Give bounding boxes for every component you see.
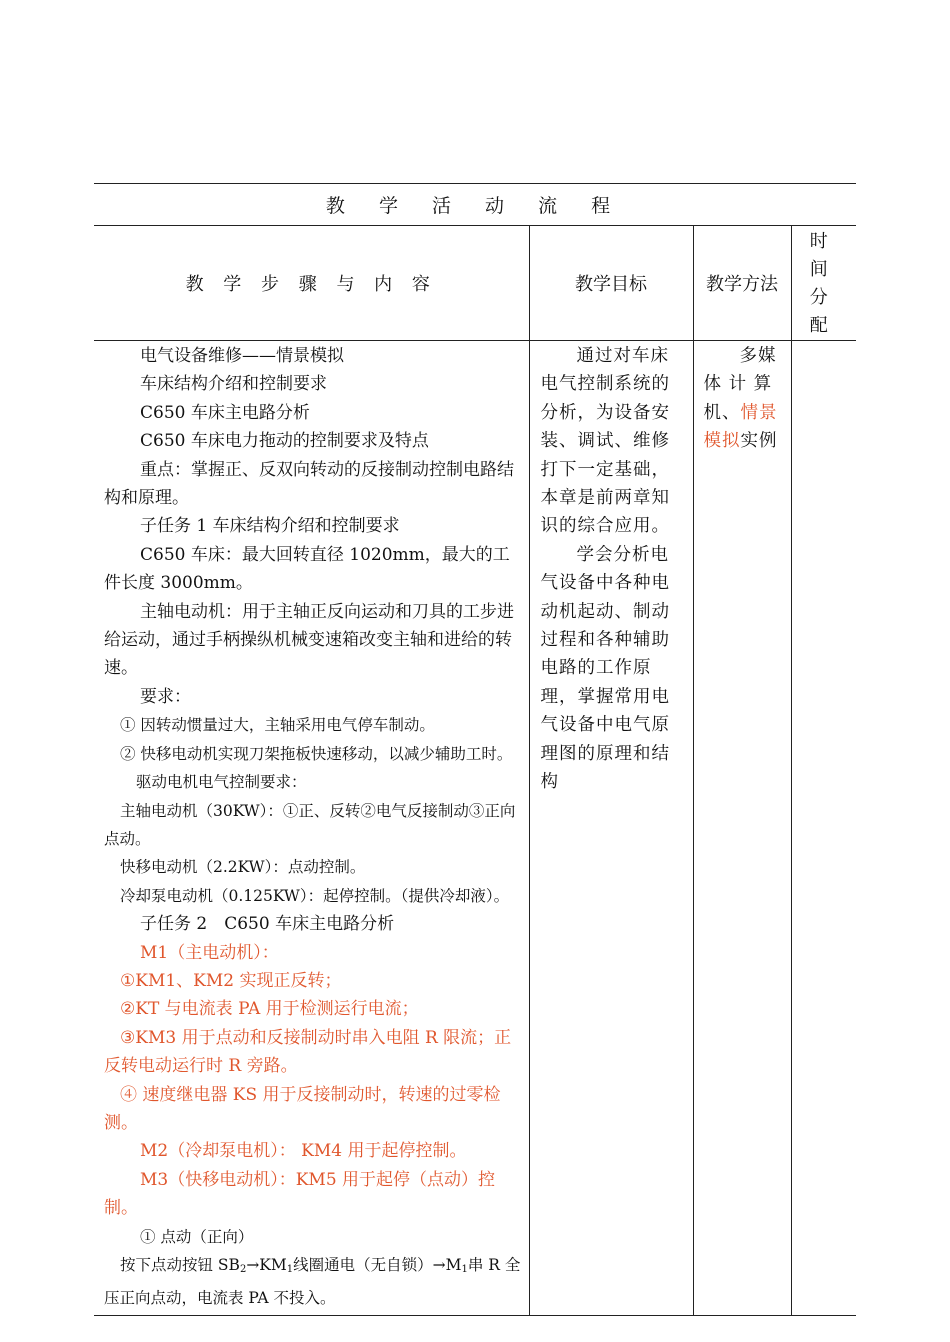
subtask-heading: 子任务 2 C650 车床主电路分析 (140, 914, 395, 935)
content-line: 要求： (140, 686, 191, 707)
goal-paragraph-1: 通过对车床电气控制系统的分析，为设备安装、调试、维修打下一定基础，本章是前两章知识的综合应用。 (540, 346, 670, 537)
content-line: ③KM3 用于点动和反接制动时串入电阻 R 限流；正反转电动运行时 R 旁路。 (104, 1027, 512, 1077)
header-time-line1: 时 间 (809, 231, 838, 280)
header-goal: 教学目标 (529, 226, 693, 341)
content-line: C650 车床电力拖动的控制要求及特点 (140, 431, 429, 452)
content-line: ①KM1、KM2 实现正反转； (120, 970, 342, 991)
content-line: ① 点动（正向） (140, 1227, 254, 1246)
content-line: ① 因转动惯量过大，主轴采用电气停车制动。 (120, 716, 435, 735)
steps-content-cell (94, 341, 529, 1316)
goal-cell (529, 341, 693, 1316)
method-cell (693, 341, 791, 1316)
teaching-flow-table (94, 183, 856, 1316)
header-steps: 教 学 步 骤 与 内 容 (94, 226, 529, 341)
content-line: 主轴电动机：用于主轴正反向运动和刀具的工步进给运动，通过手柄操纵机械变速箱改变主轴和进给的转速。 (104, 601, 514, 679)
content-line: 车床结构介绍和控制要求 (140, 374, 327, 395)
subtask-heading: 子任务 1 车床结构介绍和控制要求 (140, 516, 400, 537)
content-line: M2（冷却泵电机）： KM4 用于起停控制。 (140, 1141, 467, 1162)
header-time (791, 226, 856, 341)
content-line: M3（快移电动机）：KM5 用于起停（点动）控制。 (104, 1169, 496, 1219)
content-line: 驱动电机电气控制要求： (136, 773, 307, 792)
time-cell (791, 341, 856, 1316)
content-line-sb2: 按下点动按钮 $SB_2\to KM_1$线圈通电（无自锁）$\to M_1$串 R 全压正向点动，电流表 PA 不投入。 (104, 1256, 521, 1308)
content-line: C650 车床主电路分析 (140, 402, 310, 423)
content-line: 重点：掌握正、反双向转动的反接制动控制电路结构和原理。 (104, 459, 514, 509)
content-line: 电气设备维修——情景模拟 (140, 346, 344, 366)
content-line: M1（主电动机）： (140, 942, 279, 963)
content-line: ② 快移电动机实现刀架拖板快速移动，以减少辅助工时。 (120, 744, 513, 763)
method-paragraph: 多媒体 计 算机、情景模拟实例 (703, 346, 778, 452)
table-title: 教 学 活 动 流 程 (94, 184, 856, 226)
content-line: ④ 速度继电器 KS 用于反接制动时，转速的过零检测。 (104, 1084, 501, 1133)
goal-paragraph-2: 学会分析电气设备中各种电动机起动、制动过程和各种辅助电路的工作原理，掌握常用电气设备中电气原理图的原理和结构 (540, 544, 670, 793)
content-line: 主轴电动机（30KW）：①正、反转②电气反接制动③正向点动。 (104, 801, 516, 848)
content-line: ②KT 与电流表 PA 用于检测运行电流； (120, 999, 419, 1020)
content-line: 快移电动机（2.2KW）：点动控制。 (120, 858, 366, 877)
content-line: 冷却泵电动机（0.125KW）：起停控制。（提供冷却液）。 (120, 886, 510, 905)
header-time-line2: 分 配 (809, 287, 838, 336)
content-line: C650 车床：最大回转直径 1020mm，最大的工件长度 3000mm。 (104, 544, 510, 594)
header-method: 教学方法 (693, 226, 791, 341)
